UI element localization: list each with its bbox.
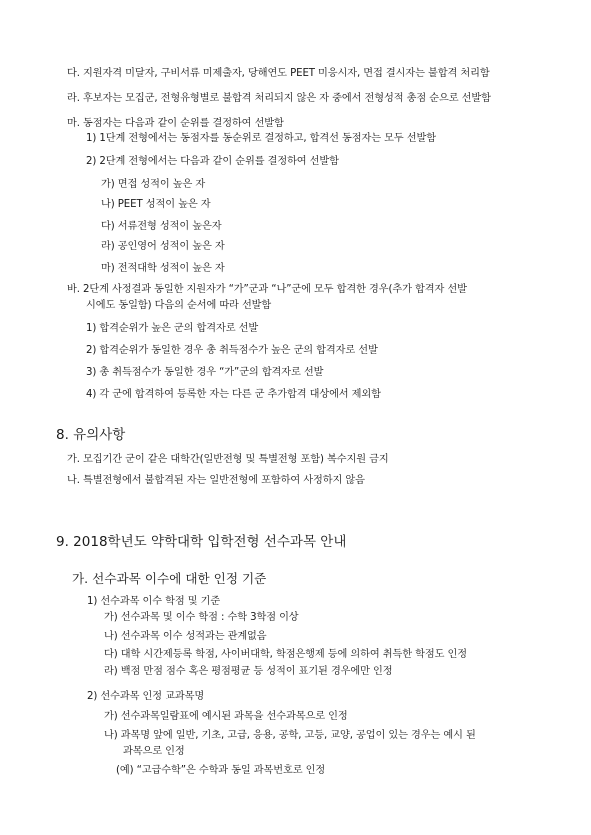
credits-criterion: 라) 백점 만점 점수 혹은 평점평균 등 성적이 표기된 경우에만 인정 (104, 666, 393, 677)
admission-rule-ra: 라. 후보자는 모집군, 전형유형별로 불합격 처리되지 않은 자 중에서 전형성적 총점 순으로 선발함 (67, 93, 491, 104)
course-name-rule: 나) 과목명 앞에 일반, 기초, 고급, 응용, 공학, 고등, 교양, 공업이 있는 경우는 예시 된 (104, 730, 476, 741)
tiebreak-criterion: 다) 서류전형 성적이 높은자 (101, 221, 222, 232)
section-9-heading: 9. 2018학년도 약학대학 입학전형 선수과목 안내 (56, 534, 347, 550)
course-names-title: 2) 선수과목 인정 교과목명 (87, 691, 205, 702)
selection-order-item: 1) 합격순위가 높은 군의 합격자로 선발 (86, 323, 259, 334)
course-name-example: (예) “고급수학”은 수학과 동일 과목번호로 인정 (116, 765, 326, 776)
tiebreak-stage2: 2) 2단계 전형에서는 다음과 같이 순위를 결정하여 선발함 (86, 156, 339, 167)
admission-rule-ma: 마. 동점자는 다음과 같이 순위를 결정하여 선발함 (67, 118, 284, 129)
notice-item: 가. 모집기간 군이 같은 대학간(일반전형 및 특별전형 포함) 복수지원 금지 (67, 454, 389, 465)
credits-criterion: 가) 선수과목 및 이수 학점 : 수학 3학점 이상 (104, 612, 299, 623)
course-name-rule-continued: 과목으로 인정 (123, 746, 185, 757)
course-name-rule: 가) 선수과목일람표에 예시된 과목을 선수과목으로 인정 (104, 711, 348, 722)
selection-order-item: 4) 각 군에 합격하여 등록한 자는 다른 군 추가합격 대상에서 제외함 (86, 389, 381, 400)
selection-order-item: 3) 총 취득점수가 동일한 경우 “가”군의 합격자로 선발 (86, 367, 324, 378)
selection-order-item: 2) 합격순위가 동일한 경우 총 취득점수가 높은 군의 합격자로 선발 (86, 345, 378, 356)
admission-rule-da: 다. 지원자격 미달자, 구비서류 미제출자, 당해연도 PEET 미응시자, 면접 결시자는 불합격 처리함 (67, 68, 490, 79)
tiebreak-criterion: 가) 면접 성적이 높은 자 (101, 179, 206, 190)
notice-item: 나. 특별전형에서 불합격된 자는 일반전형에 포함하여 사정하지 않음 (67, 475, 365, 486)
credits-criteria-title: 1) 선수과목 이수 학점 및 기준 (87, 596, 221, 607)
section-8-heading: 8. 유의사항 (56, 427, 126, 443)
tiebreak-criterion: 마) 전적대학 성적이 높은 자 (101, 263, 225, 274)
credits-criterion: 다) 대학 시간제등록 학점, 사이버대학, 학점은행제 등에 의하여 취득한 학점도 인정 (104, 649, 467, 660)
tiebreak-criterion: 나) PEET 성적이 높은 자 (101, 199, 211, 210)
admission-rule-ba: 바. 2단계 사정결과 동일한 지원자가 “가”군과 “나”군에 모두 합격한 경우(추가 합격자 선발 (67, 284, 467, 295)
tiebreak-stage1: 1) 1단계 전형에서는 동점자를 동순위로 결정하고, 합격선 동점자는 모두 선발함 (86, 133, 436, 144)
credits-criterion: 나) 선수과목 이수 성적과는 관계없음 (104, 631, 267, 642)
prerequisite-criteria-heading: 가. 선수과목 이수에 대한 인정 기준 (72, 571, 267, 586)
admission-rule-ba-continued: 시에도 동일함) 다음의 순서에 따라 선발함 (86, 300, 272, 311)
tiebreak-criterion: 라) 공인영어 성적이 높은 자 (101, 241, 225, 252)
